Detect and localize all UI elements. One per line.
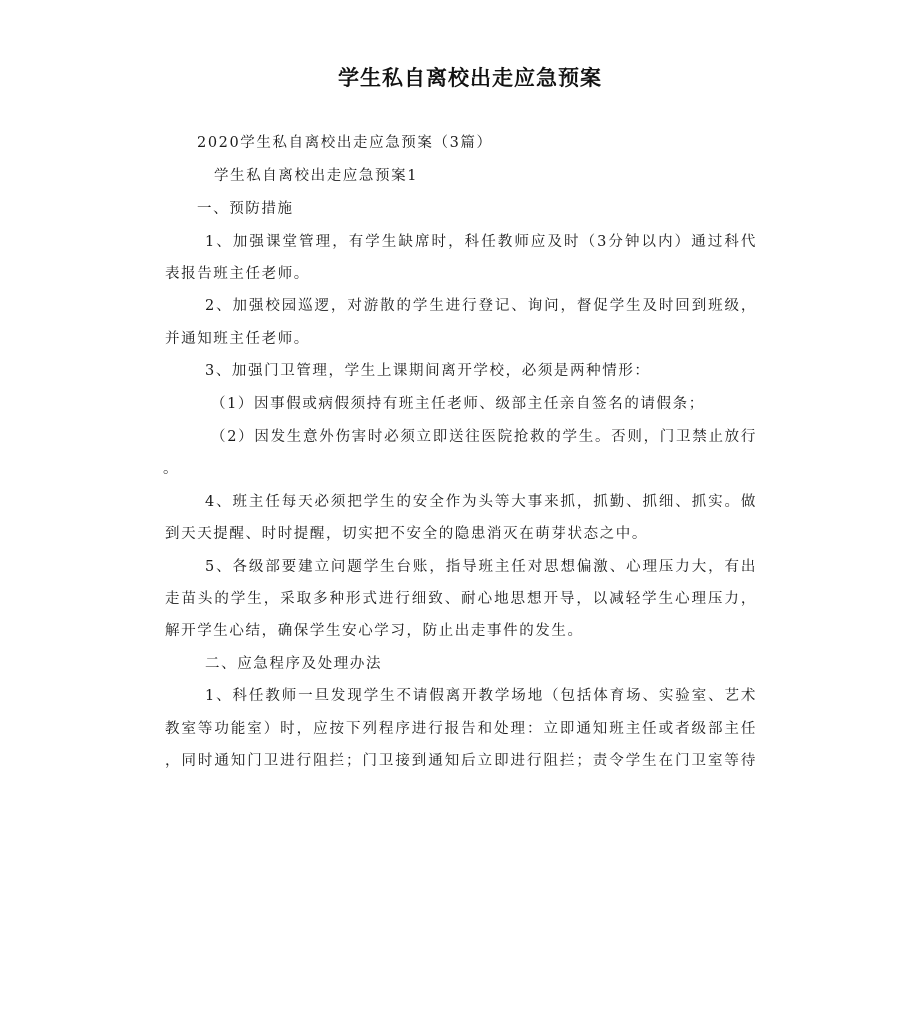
paragraph-line: 3、加强门卫管理，学生上课期间离开学校，必须是两种情形： (205, 363, 651, 379)
paragraph-line: 5、各级部要建立问题学生台账，指导班主任对思想偏激、心理压力大，有出 (205, 559, 757, 575)
paragraph-line: 1、加强课堂管理，有学生缺席时，科任教师应及时（3分钟以内）通过科代 (205, 234, 757, 250)
paragraph-line: 教室等功能室）时，应按下列程序进行报告和处理：立即通知班主任或者级部主任 (165, 721, 757, 737)
section-heading: 学生私自离校出走应急预案1 (214, 168, 419, 184)
subsection-heading: 二、应急程序及处理办法 (205, 656, 383, 672)
paragraph-line: 并通知班主任老师。 (165, 331, 310, 347)
paragraph-line: 走苗头的学生，采取多种形式进行细致、耐心地思想开导，以减轻学生心理压力， (165, 591, 757, 607)
paragraph-line: 到天天提醒、时时提醒，切实把不安全的隐患消灭在萌芽状态之中。 (165, 526, 648, 542)
paragraph-line: 4、班主任每天必须把学生的安全作为头等大事来抓，抓勤、抓细、抓实。做 (205, 494, 757, 510)
document-title: 学生私自离校出走应急预案 (338, 66, 602, 90)
paragraph-line: 。 (163, 461, 180, 477)
paragraph-line: ，同时通知门卫进行阻拦；门卫接到通知后立即进行阻拦；责令学生在门卫室等待 (165, 753, 757, 769)
paragraph-line: 解开学生心结，确保学生安心学习，防止出走事件的发生。 (165, 623, 584, 639)
paragraph-line: 2、加强校园巡逻，对游散的学生进行登记、询问，督促学生及时回到班级， (205, 298, 757, 314)
paragraph-line: （1）因事假或病假须持有班主任老师、级部主任亲自签名的请假条； (211, 396, 705, 412)
paragraph-line: 1、科任教师一旦发现学生不请假离开教学场地（包括体育场、实验室、艺术 (205, 688, 757, 704)
paragraph-line: 表报告班主任老师。 (165, 266, 310, 282)
paragraph-line: （2）因发生意外伤害时必须立即送往医院抢救的学生。否则，门卫禁止放行 (211, 429, 757, 445)
subsection-heading: 一、预防措施 (197, 201, 294, 217)
subtitle-line: 2020学生私自离校出走应急预案（3篇） (197, 135, 493, 151)
